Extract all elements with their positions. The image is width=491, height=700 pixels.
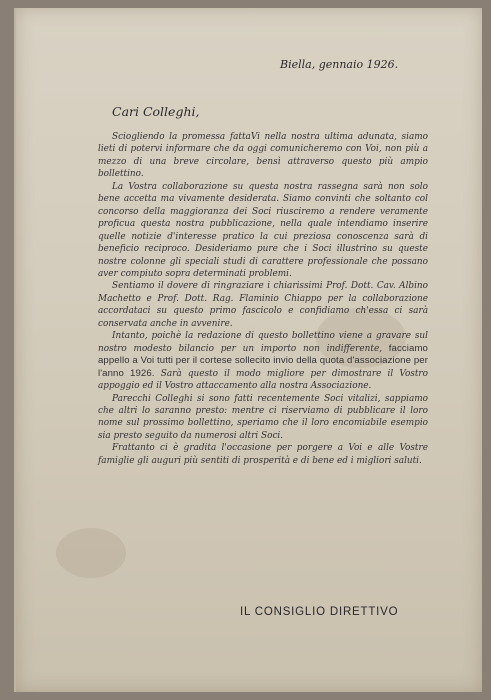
- dues-closing: Sarà questo il modo migliore per dimostrare il Vostro appoggio ed il Vostro attaccamento alla nostra Associazione.: [98, 368, 429, 392]
- dues-intro: Intanto, poichè la redazione di questo bollettino viene a gravare sul nostro modesto bilancio per un importo non indifferente,: [98, 331, 428, 354]
- paragraph-dues: [98, 330, 428, 392]
- paragraph-collaboration: La Vostra collaborazione su questa nostra rassegna sarà non solo bene accetta ma vivamente desiderata. Siamo convinti che soltanto col concorso della maggioranza dei Soci riusciremo a rendere veramente proficua questa nostra pubblicazione, nella quale intendiamo inserire quelle notizie d'interesse pratico la cui preziosa conoscenza sarà di beneficio reciproco. Desideriamo pure che i Soci illustrino su queste nostre colonne gli speciali studi di carattere professionale che possano aver compiuto sopra determinati problemi.: [98, 181, 428, 279]
- letter-page: [14, 8, 482, 692]
- paragraph-thanks: Sentiamo il dovere di ringraziare i chiarissimi Prof. Dott. Cav. Albino Machetto e Prof. Dott. Rag. Flaminio Chiappo per la collaborazione accordataci su questo primo fascicolo e confidiamo ch'essa ci sarà conservata anche in avvenire.: [98, 281, 428, 329]
- paragraph-life-members: Parecchi Colleghi si sono fatti recentemente Soci vitalizi, sappiamo che altri lo saranno presto: mentre ci riserviamo di pubblicare il loro nome sul prossimo bollettino, speriamo che il loro encomiabile esempio sia presto seguito da numerosi altri Soci.: [98, 393, 428, 441]
- letter-dateline: Biella, gennaio 1926.: [280, 58, 399, 71]
- paper-stain: [56, 528, 126, 578]
- letter-body: [98, 131, 428, 467]
- paragraph-intro: Sciogliendo la promessa fattaVi nella nostra ultima adunata, siamo lieti di potervi informare che da oggi comunicheremo con Voi, non più a mezzo di una breve circolare, bensì attraverso questo più ampio bollettino.: [98, 132, 428, 180]
- dues-appeal: facciamo appello a Voi tutti per il cortese sollecito invio della quota d'associazione per l'anno 1926.: [98, 342, 428, 379]
- letter-salutation: Cari Colleghi,: [112, 104, 200, 119]
- letter-signature: IL CONSIGLIO DIRETTIVO: [240, 606, 399, 618]
- paragraph-greetings: Frattanto ci è gradita l'occasione per porgere a Voi e alle Vostre famiglie gli auguri più sentiti di prosperità e di bene ed i migliori saluti.: [98, 443, 428, 466]
